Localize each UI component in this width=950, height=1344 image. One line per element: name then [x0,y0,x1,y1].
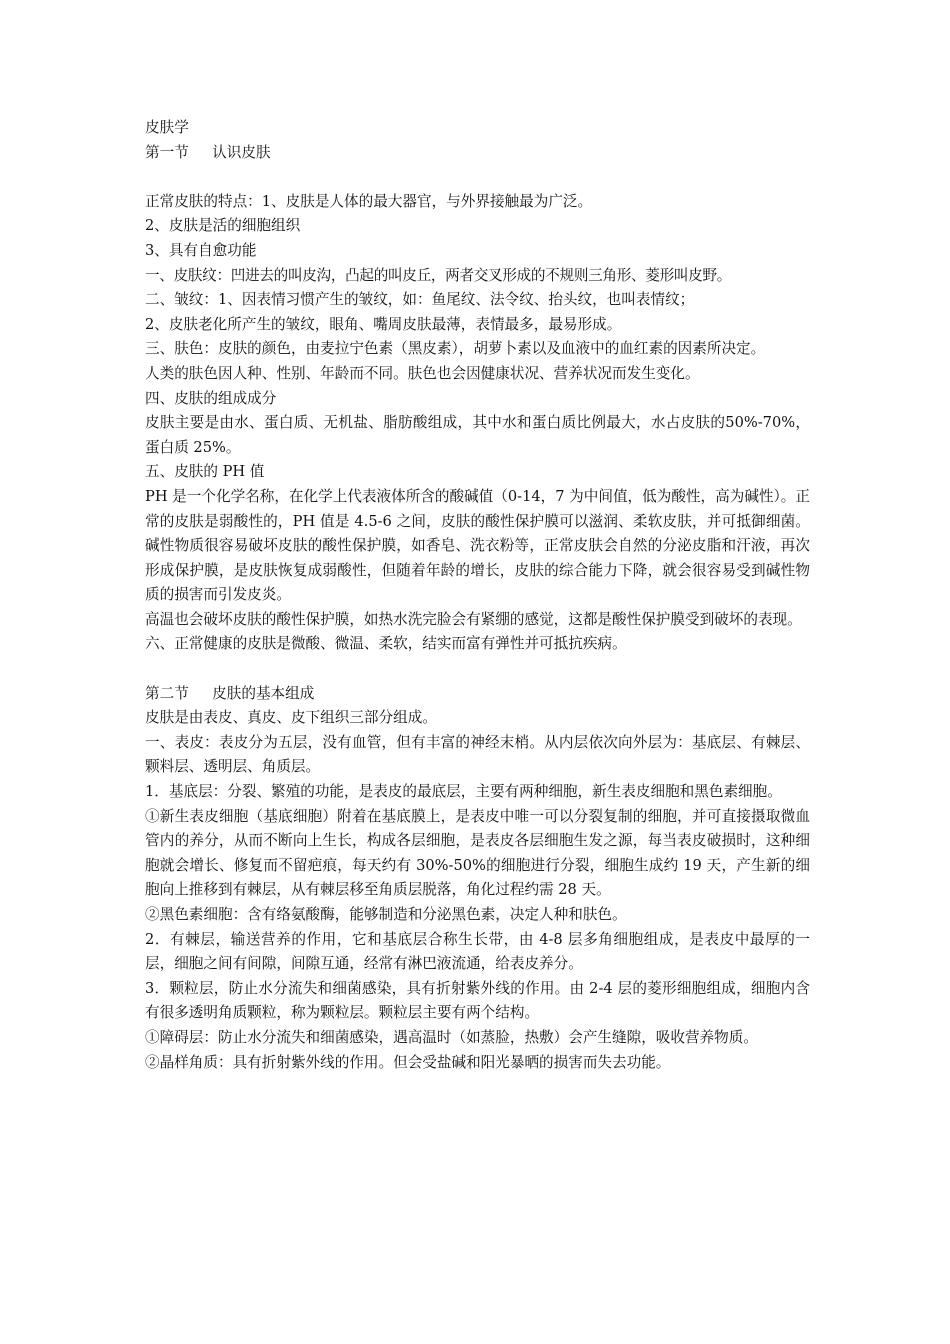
paragraph: 3、具有自愈功能 [145,241,257,259]
blank-line [145,657,810,682]
section-2-heading [145,682,810,707]
paragraph: 皮肤主要是由水、蛋白质、无机盐、脂肪酸组成，其中水和蛋白质比例最大，水占皮肤的50%-70%，蛋白质 25%。 [145,414,810,456]
paragraph: 2、皮肤是活的细胞组织 [145,217,301,235]
paragraph: 六、正常健康的皮肤是微酸、微温、柔软，结实而富有弹性并可抵抗疾病。 [145,635,627,653]
paragraph: 四、皮肤的组成成分 [145,389,277,407]
paragraph: ②黑色素细胞：含有络氨酸酶，能够制造和分泌黑色素，决定人种和肤色。 [145,906,627,923]
document-page [145,116,810,1075]
paragraph: PH 是一个化学名称，在化学上代表液体所含的酸碱值（0-14，7 为中间值，低为酸性，高为碱性）。正常的皮肤是弱酸性的，PH 值是 4.5-6 之间，皮肤的酸性保护膜可以滋润、柔软皮肤，并可抵御细菌。碱性物质很容易破坏皮肤的酸性保护膜，如香皂、洗衣粉等，正常皮肤会自然的分泌皮脂和汗液，再次形成保护膜，是皮肤恢复成弱酸性，但随着年龄的增长，皮肤的综合能力下降，就会很容易受到碱性物质的损害而引发皮炎。 [145,487,810,604]
paragraph: 3．颗粒层，防止水分流失和细菌感染，具有折射紫外线的作用。由 2-4 层的菱形细胞组成，细胞内含有很多透明角质颗粒，称为颗粒层。颗粒层主要有两个结构。 [145,979,810,1022]
document-title: 皮肤学 [145,119,189,136]
section-1-title: 认识皮肤 [212,143,271,161]
paragraph: 人类的肤色因人种、性别、年龄而不同。肤色也会因健康状况、营养状况而发生变化。 [145,364,700,382]
section-2-title: 皮肤的基本组成 [212,684,315,702]
paragraph: ②晶样角质：具有折射紫外线的作用。但会受盐碱和阳光暴晒的损害而失去功能。 [145,1053,671,1071]
paragraph: 高温也会破坏皮肤的酸性保护膜，如热水洗完脸会有紧绷的感觉，这都是酸性保护膜受到破坏的表现。 [145,610,802,628]
paragraph: 一、表皮：表皮分为五层，没有血管，但有丰富的神经末梢。从内层依次向外层为：基底层、有棘层、颗料层、透明层、角质层。 [145,733,810,776]
paragraph: 正常皮肤的特点：1、皮肤是人体的最大器官，与外界接触最为广泛。 [145,192,593,210]
paragraph: 一、皮肤纹：凹进去的叫皮沟，凸起的叫皮丘，两者交叉形成的不规则三角形、菱形叫皮野。 [145,266,732,284]
paragraph: 2．有棘层，输送营养的作用，它和基底层合称生长带，由 4-8 层多角细胞组成，是表皮中最厚的一层，细胞之间有间隙，间隙互通，经常有淋巴液流通，给表皮养分。 [145,930,810,973]
paragraph: ①障碍层：防止水分流失和细菌感染，遇高温时（如蒸脸，热敷）会产生缝隙，吸收营养物质。 [145,1028,758,1046]
paragraph: ①新生表皮细胞（基底细胞）附着在基底膜上，是表皮中唯一可以分裂复制的细胞，并可直接摄取微血管内的养分，从而不断向上生长，构成各层细胞，是表皮各层细胞生发之源，每当表皮破损时，这种细胞就会增长、修复而不留疤痕，每天约有 30%-50%的细胞进行分裂，细胞生成约 19 天，产生新的细胞向上推移到有棘层，从有棘层移至角质层脱落，角化过程约需 28 天。 [145,807,810,899]
paragraph: 三、肤色：皮肤的颜色，由麦拉宁色素（黑皮素），胡萝卜素以及血液中的血红素的因素所决定。 [145,340,766,358]
blank-line [145,165,810,190]
section-1-number: 第一节 [145,143,189,161]
section-2-number: 第二节 [145,684,189,702]
paragraph: 五、皮肤的 PH 值 [145,463,265,481]
paragraph: 2、皮肤老化所产生的皱纹，眼角、嘴周皮肤最薄，表情最多，最易形成。 [145,315,622,333]
paragraph: 皮肤是由表皮、真皮、皮下组织三部分组成。 [145,709,437,727]
paragraph: 二、皱纹：1、因表情习惯产生的皱纹，如：鱼尾纹、法令纹、抬头纹，也叫表情纹； [145,291,695,309]
section-1-heading [145,141,810,166]
paragraph: 1．基底层：分裂、繁殖的功能，是表皮的最底层，主要有两种细胞，新生表皮细胞和黑色素细胞。 [145,783,782,801]
